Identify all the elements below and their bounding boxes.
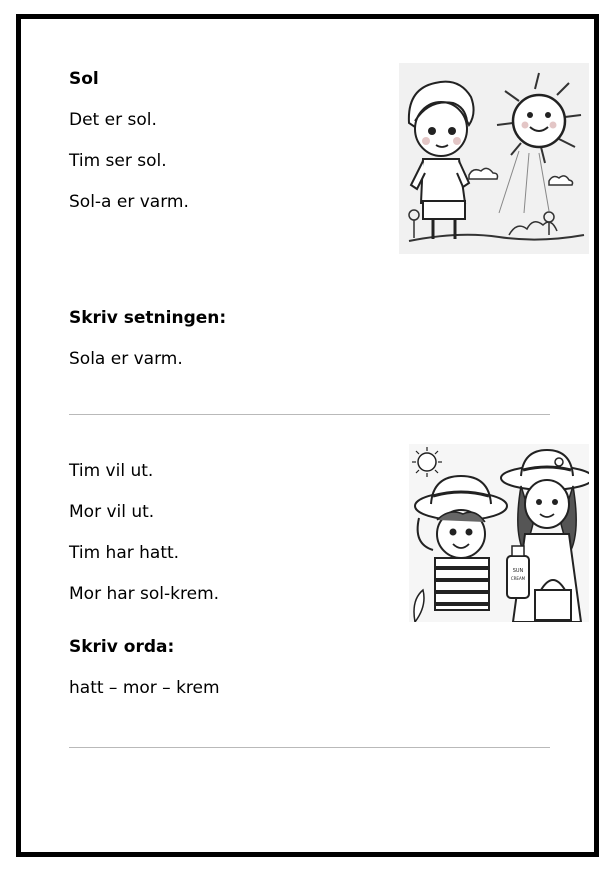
svg-text:CREAM: CREAM: [510, 576, 526, 581]
boy-and-sun-illustration: [399, 63, 589, 254]
task-label-1: Skriv setningen:: [69, 308, 227, 328]
writing-line-2: [69, 747, 550, 748]
writing-line-1: [69, 414, 550, 415]
reading-line-7: Mor har sol-krem.: [69, 584, 220, 604]
task-text-1: Sola er varm.: [69, 349, 183, 369]
task-text-2: hatt – mor – krem: [69, 678, 220, 698]
reading-line-6: Tim har hatt.: [69, 543, 180, 563]
section-title: Sol: [69, 69, 99, 89]
boy-and-mother-with-hats-icon: [409, 444, 589, 622]
task-label-2: Skriv orda:: [69, 637, 175, 657]
reading-line-2: Tim ser sol.: [69, 151, 167, 171]
worksheet-page: [16, 14, 599, 857]
reading-line-1: Det er sol.: [69, 110, 157, 130]
reading-line-4: Tim vil ut.: [69, 461, 154, 481]
reading-line-3: Sol-a er varm.: [69, 192, 189, 212]
reading-line-5: Mor vil ut.: [69, 502, 155, 522]
boy-and-mother-illustration: [409, 444, 589, 622]
boy-and-sun-icon: [399, 63, 589, 254]
svg-text:SUN: SUN: [512, 568, 524, 574]
